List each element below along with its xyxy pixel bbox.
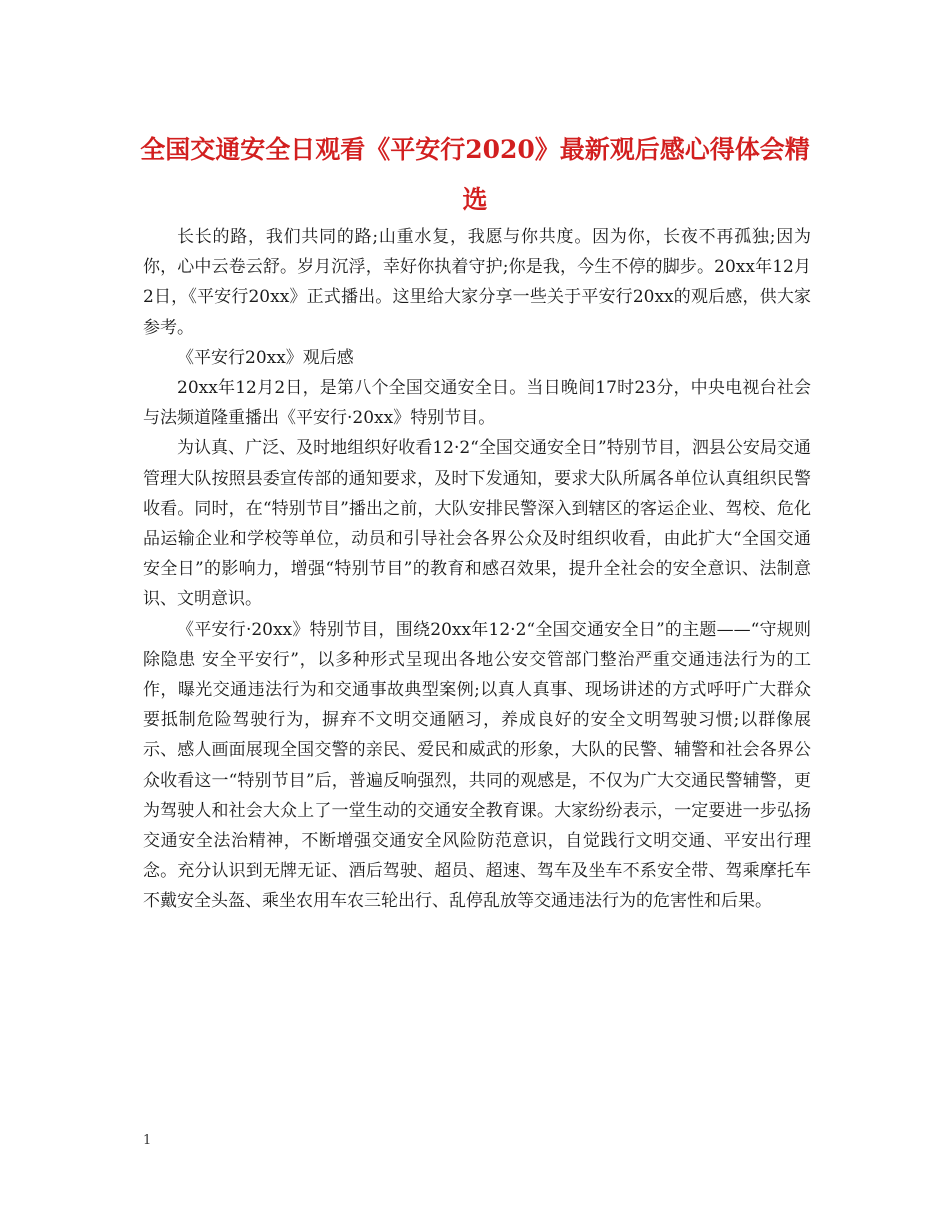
paragraph-intro: 长长的路，我们共同的路;山重水复，我愿与你共度。因为你，长夜不再孤独;因为你，心中云卷云舒。岁月沉浮，幸好你执着守护;你是我，今生不停的脚步。20xx年12月2日，《平安行20xx》正式播出。这里给大家分享一些关于平安行20xx的观后感，供大家参考。	[143, 227, 811, 338]
paragraph-organization: 为认真、广泛、及时地组织好收看12·2“全国交通安全日”特别节目，泗县公安局交通管理大队按照县委宣传部的通知要求，及时下发通知，要求大队所属各单位认真组织民警收看。同时，在“特别节目”播出之前，大队安排民警深入到辖区的客运企业、驾校、危化品运输企业和学校等单位，动员和引导社会各界公众及时组织收看，由此扩大“全国交通安全日”的影响力，增强“特别节目”的教育和感召效果，提升全社会的安全意识、法制意识、文明意识。	[143, 438, 811, 610]
page-number: 1	[143, 1133, 152, 1148]
document-title-line-2: 选	[462, 185, 488, 214]
paragraph-program-theme: 《平安行·20xx》特别节目，围绕20xx年12·2“全国交通安全日”的主题——“守规则除隐患 安全平安行”，以多种形式呈现出各地公安交管部门整治严重交通违法行为的工作，曝光交通违法行为和交通事故典型案例;以真人真事、现场讲述的方式呼吁广大群众要抵制危险驾驶行为，摒弃不文明交通陋习，养成良好的安全文明驾驶习惯;以群像展示、感人画面展现全国交警的亲民、爱民和威武的形象，大队的民警、辅警和社会各界公众收看这一“特别节目”后，普遍反响强烈，共同的观感是，不仅为广大交通民警辅警，更为驾驶人和社会大众上了一堂生动的交通安全教育课。大家纷纷表示，一定要进一步弘扬交通安全法治精神，不断增强交通安全风险防范意识，自觉践行文明交通、平安出行理念。充分认识到无牌无证、酒后驾驶、超员、超速、驾车及坐车不系安全带、驾乘摩托车不戴安全头盔、乘坐农用车农三轮出行、乱停乱放等交通违法行为的危害性和后果。	[143, 619, 811, 912]
document-body	[143, 222, 811, 917]
paragraph-broadcast: 20xx年12月2日，是第八个全国交通安全日。当日晚间17时23分，中央电视台社会与法频道隆重播出《平安行·20xx》特别节目。	[143, 378, 811, 429]
paragraph-subheading: 《平安行20xx》观后感	[177, 347, 354, 368]
document-title-line-1: 全国交通安全日观看《平安行2020》最新观后感心得体会精	[140, 135, 810, 164]
